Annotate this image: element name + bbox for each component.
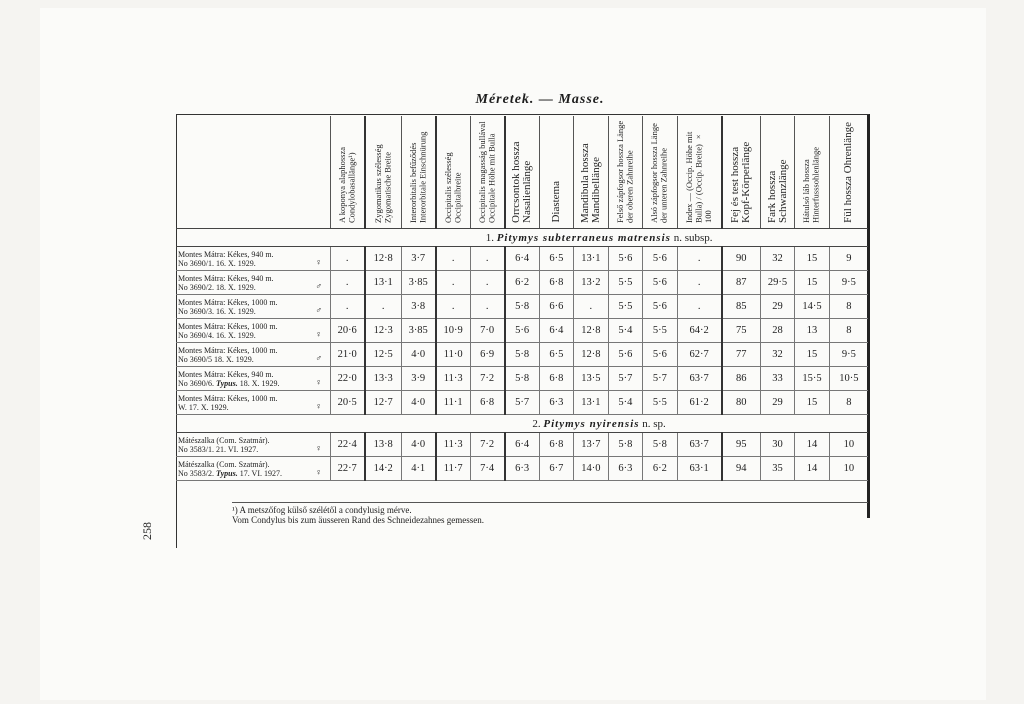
table-cell: 6·8 <box>539 271 573 295</box>
table-cell: 63·7 <box>677 433 722 457</box>
table-cell: 13·7 <box>574 433 608 457</box>
table-cell: 5·8 <box>505 343 539 367</box>
table-cell: 9 <box>829 247 868 271</box>
table-cell: 6·4 <box>505 247 539 271</box>
specimen-number-date <box>178 403 308 412</box>
sex-symbol: ♀ <box>308 457 330 481</box>
table-cell: 32 <box>760 343 794 367</box>
table-cell: 33 <box>760 367 794 391</box>
col-header-label: Alsó zápfogsor hossza Länge der unteren Zahnreihe <box>649 123 669 223</box>
specimen-number-date <box>178 379 308 388</box>
table-cell: 10·5 <box>829 367 868 391</box>
table-cell: 29·5 <box>760 271 794 295</box>
col-header-label: Diastema <box>549 181 562 223</box>
section-row <box>176 415 868 433</box>
col-header-label: Fej és test hossza Kopf-Körperlänge <box>729 141 753 223</box>
table-cell: 80 <box>722 391 761 415</box>
table-cell: 61·2 <box>677 391 722 415</box>
table-cell: 13·1 <box>574 391 608 415</box>
table-cell: 10 <box>829 457 868 481</box>
specimen-number-date <box>178 469 308 478</box>
col-header <box>470 116 504 229</box>
specimen-label <box>176 295 308 319</box>
col-header <box>539 116 573 229</box>
table-cell: 13·8 <box>365 433 402 457</box>
typus-mark: Typus. <box>216 468 238 478</box>
table-cell: . <box>470 295 504 319</box>
table-cell: 62·7 <box>677 343 722 367</box>
col-header <box>330 116 364 229</box>
table-cell: 90 <box>722 247 761 271</box>
table-cell: 12·8 <box>574 343 608 367</box>
table-cell: 13·1 <box>365 271 402 295</box>
table-cell: 6·5 <box>539 247 573 271</box>
section-heading <box>330 415 868 433</box>
table-cell: 15·5 <box>795 367 829 391</box>
table-cell: . <box>470 247 504 271</box>
table-cell: 6·8 <box>470 391 504 415</box>
table-cell: . <box>677 295 722 319</box>
specimen-locality: Montes Mátra: Kékes, 940 m. <box>178 273 274 283</box>
specimen-locality: Montes Mátra: Kékes, 1000 m. <box>178 321 278 331</box>
col-header <box>401 116 435 229</box>
table-cell: 30 <box>760 433 794 457</box>
table-cell: 6·6 <box>539 295 573 319</box>
table-cell: 7·0 <box>470 319 504 343</box>
table-body <box>176 229 868 481</box>
specimen-date: 21. VI. 1927. <box>214 444 259 454</box>
table-cell: 4·0 <box>401 433 435 457</box>
specimen-label <box>176 271 308 295</box>
table-cell: 6·2 <box>643 457 677 481</box>
specimen-number: No 3690/2. <box>178 282 214 292</box>
table-cell: 29 <box>760 295 794 319</box>
table-cell: 5·6 <box>608 247 642 271</box>
table-cell: 22·4 <box>330 433 364 457</box>
table-cell: 13·5 <box>574 367 608 391</box>
sex-symbol: ♀ <box>308 367 330 391</box>
col-header <box>436 116 470 229</box>
table-cell: . <box>436 295 470 319</box>
table-cell: 3·85 <box>401 319 435 343</box>
table-cell: 10·9 <box>436 319 470 343</box>
table-row <box>176 343 868 367</box>
table-cell: 5·5 <box>608 295 642 319</box>
table-cell: 5·6 <box>505 319 539 343</box>
specimen-date: 18. X. 1929. <box>237 378 280 388</box>
specimen-number-date <box>178 259 308 268</box>
table-row <box>176 433 868 457</box>
table-cell: 12·5 <box>365 343 402 367</box>
sex-symbol: ♂ <box>308 295 330 319</box>
col-header-label: Occipitalis magasság bullával Occipitale Höhe mit Bulla <box>476 121 497 223</box>
table-cell: 5·6 <box>643 271 677 295</box>
table-cell: 22·0 <box>330 367 364 391</box>
table-cell: 4·1 <box>401 457 435 481</box>
table-cell: 14·2 <box>365 457 402 481</box>
table-cell: 12·8 <box>574 319 608 343</box>
specimen-label <box>176 319 308 343</box>
section-row <box>176 229 868 247</box>
specimen-number-date <box>178 445 308 454</box>
col-header-label: Fül hossza Ohrenlänge <box>842 122 855 223</box>
table-row <box>176 319 868 343</box>
table-cell: 11·3 <box>436 433 470 457</box>
section-suffix: n. subsp. <box>673 231 713 244</box>
specimen-date: 17. VI. 1927. <box>237 468 282 478</box>
table-cell: . <box>330 295 364 319</box>
section-number: 1. <box>485 231 494 244</box>
col-header-label: Mandibula hossza Mandibellänge <box>578 143 602 223</box>
footnote-line: ¹) A metszőfog külső szélétől a condylusig mérve. <box>232 505 412 515</box>
specimen-number: No 3690/5 <box>178 354 212 364</box>
specimen-locality: Mátészalka (Com. Szatmár). <box>178 459 270 469</box>
page-number: 258 <box>140 522 154 540</box>
table-cell: 8 <box>829 295 868 319</box>
header-row <box>176 116 868 229</box>
col-header-label: Index — (Occip. Höhe mit Bulla) / (Occip. Breite) × 100 <box>683 131 713 223</box>
specimen-locality: Montes Mátra: Kékes, 1000 m. <box>178 393 278 403</box>
col-header <box>829 116 868 229</box>
table-row <box>176 457 868 481</box>
section-blank <box>176 415 330 433</box>
specimen-number-date <box>178 283 308 292</box>
specimen-number-date <box>178 331 308 340</box>
col-header <box>795 116 829 229</box>
table-cell: 5·6 <box>643 343 677 367</box>
table-cell: 15 <box>795 343 829 367</box>
specimen-number: No 3583/1. <box>178 444 214 454</box>
table-cell: 10 <box>829 433 868 457</box>
table-cell: 77 <box>722 343 761 367</box>
table-cell: 14 <box>795 433 829 457</box>
specimen-date: 16. X. 1929. <box>214 306 256 316</box>
table-cell: . <box>436 247 470 271</box>
section-blank <box>176 229 330 247</box>
sex-symbol: ♀ <box>308 391 330 415</box>
table-cell: 32 <box>760 247 794 271</box>
table-cell: 13 <box>795 319 829 343</box>
section-suffix: n. sp. <box>642 417 666 430</box>
footnote-rule <box>232 502 868 503</box>
table-cell: 8 <box>829 319 868 343</box>
table-cell: 75 <box>722 319 761 343</box>
table-cell: 3·7 <box>401 247 435 271</box>
specimen-label <box>176 457 308 481</box>
specimen-label <box>176 247 308 271</box>
table-cell: 5·6 <box>643 247 677 271</box>
footnote-line: Vom Condylus bis zum äusseren Rand des Schneidezahnes gemessen. <box>232 515 485 525</box>
footnote <box>232 505 852 525</box>
table-cell: . <box>330 247 364 271</box>
section-title: Pitymys nyirensis <box>543 417 640 430</box>
specimen-number-date <box>178 307 308 316</box>
table-cell: 6·4 <box>505 433 539 457</box>
table-cell: 5·4 <box>608 391 642 415</box>
specimen-number-date <box>178 355 308 364</box>
specimen-number: No 3690/3. <box>178 306 214 316</box>
table-cell: 63·1 <box>677 457 722 481</box>
table-cell: 3·8 <box>401 295 435 319</box>
specimen-date: 17. X. 1929. <box>186 402 229 412</box>
table-cell: 22·7 <box>330 457 364 481</box>
col-header <box>365 116 402 229</box>
table-cell: 6·5 <box>539 343 573 367</box>
specimen-number: No 3690/1. <box>178 258 214 268</box>
table-cell: 14·0 <box>574 457 608 481</box>
section-heading <box>330 229 868 247</box>
col-header-label: Fark hossza Schwanzlänge <box>765 159 789 223</box>
specimen-number: W. <box>178 402 187 412</box>
specimen-label <box>176 433 308 457</box>
table-cell: 15 <box>795 247 829 271</box>
col-header <box>505 116 539 229</box>
table-cell: 3·85 <box>401 271 435 295</box>
specimen-locality: Montes Mátra: Kékes, 940 m. <box>178 249 274 259</box>
specimen-number: No 3690/4. <box>178 330 214 340</box>
section-title: Pitymys subterraneus matrensis <box>496 231 671 244</box>
table-cell: 5·4 <box>608 319 642 343</box>
table-cell: 6·3 <box>539 391 573 415</box>
table-cell: 14·5 <box>795 295 829 319</box>
col-header-label: Hátulsó láb hossza Hinterfusssohlenlänge <box>801 146 821 223</box>
table-cell: 94 <box>722 457 761 481</box>
table-cell: 3·9 <box>401 367 435 391</box>
sex-symbol: ♀ <box>308 319 330 343</box>
table-cell: 11·1 <box>436 391 470 415</box>
section-number: 2. <box>532 417 541 430</box>
col-header-label: A koponya alaphossza Condylobasallänge¹) <box>336 146 357 223</box>
specimen-date: 18. X. 1929. <box>212 354 254 364</box>
col-header <box>643 116 677 229</box>
table-cell: 5·8 <box>643 433 677 457</box>
table-cell: . <box>677 271 722 295</box>
specimen-label <box>176 343 308 367</box>
table-cell: 5·7 <box>608 367 642 391</box>
specimen-locality: Montes Mátra: Kékes, 1000 m. <box>178 297 278 307</box>
sex-symbol: ♀ <box>308 247 330 271</box>
specimen-number: No 3583/2. <box>178 468 216 478</box>
specimen-label <box>176 367 308 391</box>
typus-mark: Typus. <box>216 378 238 388</box>
col-header <box>677 116 722 229</box>
table-cell: . <box>677 247 722 271</box>
table-cell: 5·8 <box>505 295 539 319</box>
table-cell: 20·6 <box>330 319 364 343</box>
table-cell: 14 <box>795 457 829 481</box>
table-cell: 95 <box>722 433 761 457</box>
table-frame-top <box>176 114 869 115</box>
table-cell: 5·5 <box>643 319 677 343</box>
table-row <box>176 295 868 319</box>
table-row <box>176 271 868 295</box>
table-cell: 64·2 <box>677 319 722 343</box>
header-blank <box>176 116 330 229</box>
table-cell: 6·8 <box>539 433 573 457</box>
table-cell: . <box>470 271 504 295</box>
table-cell: 13·2 <box>574 271 608 295</box>
table-cell: 5·7 <box>643 367 677 391</box>
specimen-locality: Montes Mátra: Kékes, 1000 m. <box>178 345 278 355</box>
sex-symbol: ♂ <box>308 271 330 295</box>
table-cell: 9·5 <box>829 271 868 295</box>
table-cell: 4·0 <box>401 391 435 415</box>
table-row <box>176 247 868 271</box>
col-header-label: Occipitalis szélesség Occipitalbreite <box>442 152 463 223</box>
table-cell: 6·4 <box>539 319 573 343</box>
specimen-number: No 3690/6. <box>178 378 216 388</box>
table-cell: 6·9 <box>470 343 504 367</box>
table-cell: . <box>574 295 608 319</box>
col-header-label: Zygomatikus szélesség Zygomatische Breite <box>372 144 393 223</box>
table-cell: 6·8 <box>539 367 573 391</box>
specimen-locality: Mátészalka (Com. Szatmár). <box>178 435 270 445</box>
table-cell: 13·1 <box>574 247 608 271</box>
table-cell: . <box>365 295 402 319</box>
table-cell: 86 <box>722 367 761 391</box>
table-cell: 5·5 <box>643 391 677 415</box>
table-cell: 29 <box>760 391 794 415</box>
table-row <box>176 391 868 415</box>
table-cell: 28 <box>760 319 794 343</box>
table-cell: 21·0 <box>330 343 364 367</box>
table-cell: 11·7 <box>436 457 470 481</box>
table-cell: 5·6 <box>643 295 677 319</box>
col-header <box>608 116 642 229</box>
table-cell: 15 <box>795 391 829 415</box>
page-title: Méretek. — Masse. <box>475 92 605 107</box>
col-header <box>760 116 794 229</box>
table-cell: 4·0 <box>401 343 435 367</box>
table-cell: 5·8 <box>505 367 539 391</box>
specimen-date: 16. X. 1929. <box>214 330 256 340</box>
table-cell: 20·5 <box>330 391 364 415</box>
table-cell: 7·2 <box>470 433 504 457</box>
sex-symbol: ♂ <box>308 343 330 367</box>
table-cell: 13·3 <box>365 367 402 391</box>
col-header-label: Interorbitalis befűződés Interorbitale Einschnürung <box>407 131 428 223</box>
table-cell: 5·5 <box>608 271 642 295</box>
specimen-date: 18. X. 1929. <box>214 282 256 292</box>
table-cell: 5·6 <box>608 343 642 367</box>
table-cell: 35 <box>760 457 794 481</box>
specimen-label <box>176 391 308 415</box>
table-cell: 6·2 <box>505 271 539 295</box>
table-cell: 85 <box>722 295 761 319</box>
table-cell: 8 <box>829 391 868 415</box>
table-cell: 9·5 <box>829 343 868 367</box>
table-cell: 87 <box>722 271 761 295</box>
table-cell: 5·7 <box>505 391 539 415</box>
specimen-date: 16. X. 1929. <box>214 258 256 268</box>
table-cell: . <box>330 271 364 295</box>
table-cell: 12·7 <box>365 391 402 415</box>
table-cell: 7·4 <box>470 457 504 481</box>
table-cell: 11·3 <box>436 367 470 391</box>
col-header <box>722 116 761 229</box>
col-header <box>574 116 608 229</box>
table-cell: 11·0 <box>436 343 470 367</box>
table-cell: 6·3 <box>608 457 642 481</box>
table-cell: 6·7 <box>539 457 573 481</box>
measurements-table <box>176 116 868 481</box>
table-cell: 12·8 <box>365 247 402 271</box>
col-header-label: Felső zápfogsor hossza Länge der oberen Zahnreihe <box>614 120 635 223</box>
sex-symbol: ♀ <box>308 433 330 457</box>
table-cell: 5·8 <box>608 433 642 457</box>
table-cell: 12·3 <box>365 319 402 343</box>
table-cell: . <box>436 271 470 295</box>
table-cell: 6·3 <box>505 457 539 481</box>
table-cell: 7·2 <box>470 367 504 391</box>
col-header-label: Orrcsontok hossza Nasalienlänge <box>510 141 534 223</box>
specimen-locality: Montes Mátra: Kékes, 940 m. <box>178 369 274 379</box>
table-cell: 63·7 <box>677 367 722 391</box>
table-cell: 15 <box>795 271 829 295</box>
table-row <box>176 367 868 391</box>
